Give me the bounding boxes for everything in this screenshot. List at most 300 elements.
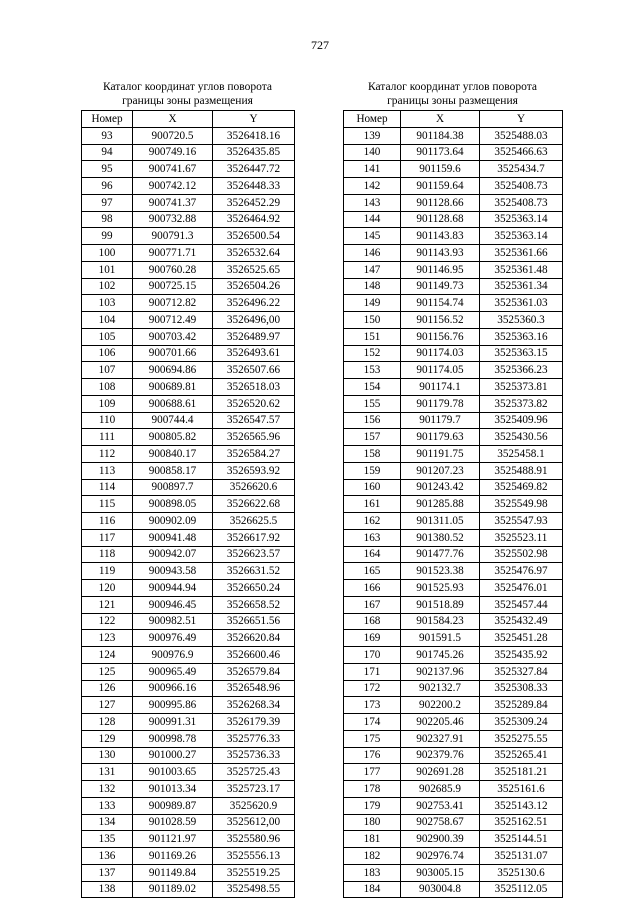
cell-x: 900944.94 — [133, 580, 213, 597]
cell-y: 3526532.64 — [213, 245, 295, 262]
cell-y: 3525289.84 — [480, 697, 563, 714]
table-row — [82, 479, 295, 496]
cell-number: 102 — [82, 278, 133, 295]
cell-x: 902379.76 — [401, 747, 480, 764]
cell-number: 134 — [82, 814, 133, 831]
table-row — [344, 278, 563, 295]
cell-y: 3525549.98 — [480, 496, 563, 513]
cell-x: 901149.73 — [401, 278, 480, 295]
cell-x: 901179.63 — [401, 429, 480, 446]
cell-x: 901000.27 — [133, 747, 213, 764]
cell-y: 3525327.84 — [480, 663, 563, 680]
cell-number: 178 — [344, 781, 401, 798]
coordinates-table — [343, 110, 563, 898]
cell-number: 180 — [344, 814, 401, 831]
table-row — [344, 194, 563, 211]
cell-number: 165 — [344, 563, 401, 580]
cell-x: 900946.45 — [133, 596, 213, 613]
table-row — [82, 161, 295, 178]
cell-x: 901028.59 — [133, 814, 213, 831]
cell-y: 3526452.29 — [213, 194, 295, 211]
cell-x: 900791.3 — [133, 228, 213, 245]
cell-y: 3525361.66 — [480, 245, 563, 262]
cell-y: 3525363.16 — [480, 328, 563, 345]
cell-y: 3525162.51 — [480, 814, 563, 831]
cell-number: 171 — [344, 663, 401, 680]
table-row — [344, 647, 563, 664]
cell-y: 3526448.33 — [213, 178, 295, 195]
cell-number: 182 — [344, 848, 401, 865]
table-row — [82, 446, 295, 463]
cell-number: 99 — [82, 228, 133, 245]
table-row — [344, 261, 563, 278]
cell-number: 155 — [344, 395, 401, 412]
cell-number: 123 — [82, 630, 133, 647]
cell-x: 900840.17 — [133, 446, 213, 463]
table-row — [82, 647, 295, 664]
cell-x: 900741.37 — [133, 194, 213, 211]
cell-x: 900701.66 — [133, 345, 213, 362]
table-body — [344, 127, 563, 898]
cell-number: 127 — [82, 697, 133, 714]
cell-number: 97 — [82, 194, 133, 211]
table-row — [82, 513, 295, 530]
table-row — [82, 127, 295, 144]
cell-number: 126 — [82, 680, 133, 697]
table-row — [344, 295, 563, 312]
cell-x: 900703.42 — [133, 328, 213, 345]
catalog-caption — [343, 80, 562, 110]
cell-y: 3525275.55 — [480, 730, 563, 747]
cell-y: 3525409.96 — [480, 412, 563, 429]
coordinates-table — [81, 110, 295, 898]
cell-y: 3525457.44 — [480, 596, 563, 613]
caption-line-2: границы зоны размещения — [387, 95, 518, 107]
cell-x: 900989.87 — [133, 797, 213, 814]
table-row — [82, 211, 295, 228]
cell-number: 170 — [344, 647, 401, 664]
cell-y: 3525725.43 — [213, 764, 295, 781]
cell-y: 3525498.55 — [213, 881, 295, 898]
cell-x: 901156.76 — [401, 328, 480, 345]
table-row — [344, 446, 563, 463]
cell-number: 152 — [344, 345, 401, 362]
header-y: Y — [480, 111, 563, 128]
caption-line-1: Каталог координат углов поворота — [102, 81, 273, 93]
table-row — [344, 362, 563, 379]
cell-y: 3526548.96 — [213, 680, 295, 697]
cell-number: 147 — [344, 261, 401, 278]
cell-x: 903005.15 — [401, 864, 480, 881]
cell-number: 93 — [82, 127, 133, 144]
table-row — [344, 328, 563, 345]
cell-x: 900942.07 — [133, 546, 213, 563]
table-row — [344, 144, 563, 161]
table-row — [344, 479, 563, 496]
cell-y: 3525112.05 — [480, 881, 563, 898]
cell-x: 900741.67 — [133, 161, 213, 178]
cell-y: 3525361.34 — [480, 278, 563, 295]
cell-x: 901169.26 — [133, 848, 213, 865]
cell-number: 160 — [344, 479, 401, 496]
cell-y: 3526489.97 — [213, 328, 295, 345]
table-row — [344, 848, 563, 865]
cell-number: 106 — [82, 345, 133, 362]
cell-number: 122 — [82, 613, 133, 630]
cell-x: 900805.82 — [133, 429, 213, 446]
cell-y: 3526631.52 — [213, 563, 295, 580]
cell-x: 902137.96 — [401, 663, 480, 680]
cell-number: 161 — [344, 496, 401, 513]
table-row — [344, 764, 563, 781]
cell-y: 3525620.9 — [213, 797, 295, 814]
cell-y: 3525130.6 — [480, 864, 563, 881]
cell-x: 901207.23 — [401, 462, 480, 479]
cell-x: 902691.28 — [401, 764, 480, 781]
cell-y: 3526525.65 — [213, 261, 295, 278]
cell-number: 164 — [344, 546, 401, 563]
table-row — [344, 747, 563, 764]
table-row — [82, 228, 295, 245]
cell-number: 111 — [82, 429, 133, 446]
catalog-caption — [81, 80, 294, 110]
cell-y: 3526620.84 — [213, 630, 295, 647]
cell-x: 900725.15 — [133, 278, 213, 295]
cell-x: 901184.38 — [401, 127, 480, 144]
cell-number: 172 — [344, 680, 401, 697]
table-row — [82, 412, 295, 429]
cell-number: 119 — [82, 563, 133, 580]
cell-y: 3526179.39 — [213, 714, 295, 731]
table-row — [344, 379, 563, 396]
cell-x: 900998.78 — [133, 730, 213, 747]
cell-number: 142 — [344, 178, 401, 195]
cell-y: 3525360.3 — [480, 312, 563, 329]
cell-x: 901243.42 — [401, 479, 480, 496]
cell-y: 3526496,00 — [213, 312, 295, 329]
cell-x: 900995.86 — [133, 697, 213, 714]
cell-x: 900732.88 — [133, 211, 213, 228]
cell-x: 901189.02 — [133, 881, 213, 898]
cell-y: 3525451.28 — [480, 630, 563, 647]
table-row — [344, 831, 563, 848]
header-number: Номер — [344, 111, 401, 128]
cell-y: 3525547.93 — [480, 513, 563, 530]
cell-x: 902132.7 — [401, 680, 480, 697]
table-row — [344, 211, 563, 228]
table-row — [82, 546, 295, 563]
cell-y: 3525408.73 — [480, 178, 563, 195]
cell-number: 137 — [82, 864, 133, 881]
table-row — [344, 580, 563, 597]
cell-y: 3525131.07 — [480, 848, 563, 865]
cell-number: 146 — [344, 245, 401, 262]
cell-y: 3526579.84 — [213, 663, 295, 680]
table-header-row — [344, 111, 563, 128]
cell-number: 115 — [82, 496, 133, 513]
cell-number: 113 — [82, 462, 133, 479]
cell-x: 901156.52 — [401, 312, 480, 329]
cell-x: 900966.16 — [133, 680, 213, 697]
cell-x: 900898.05 — [133, 496, 213, 513]
cell-y: 3526658.52 — [213, 596, 295, 613]
cell-x: 901523.38 — [401, 563, 480, 580]
table-row — [82, 429, 295, 446]
cell-y: 3526504.26 — [213, 278, 295, 295]
table-row — [82, 613, 295, 630]
table-row — [82, 848, 295, 865]
table-row — [344, 881, 563, 898]
cell-y: 3525723.17 — [213, 781, 295, 798]
cell-x: 901518.89 — [401, 596, 480, 613]
page-number: 727 — [311, 38, 329, 52]
cell-x: 900749.16 — [133, 144, 213, 161]
cell-x: 900744.4 — [133, 412, 213, 429]
cell-number: 168 — [344, 613, 401, 630]
cell-x: 900976.49 — [133, 630, 213, 647]
cell-x: 901013.34 — [133, 781, 213, 798]
table-row — [82, 529, 295, 546]
cell-x: 900720.5 — [133, 127, 213, 144]
cell-number: 103 — [82, 295, 133, 312]
cell-y: 3525434.7 — [480, 161, 563, 178]
cell-number: 150 — [344, 312, 401, 329]
cell-x: 900689.81 — [133, 379, 213, 396]
cell-y: 3525309.24 — [480, 714, 563, 731]
cell-y: 3525469.82 — [480, 479, 563, 496]
table-row — [344, 563, 563, 580]
coordinate-catalog-left — [81, 80, 294, 898]
cell-y: 3526268.34 — [213, 697, 295, 714]
cell-x: 901149.84 — [133, 864, 213, 881]
table-row — [344, 529, 563, 546]
table-row — [82, 245, 295, 262]
cell-number: 138 — [82, 881, 133, 898]
table-row — [344, 513, 563, 530]
table-row — [82, 747, 295, 764]
table-row — [82, 395, 295, 412]
table-row — [82, 194, 295, 211]
cell-x: 900991.31 — [133, 714, 213, 731]
table-row — [82, 680, 295, 697]
cell-x: 900943.58 — [133, 563, 213, 580]
cell-x: 902753.41 — [401, 797, 480, 814]
table-row — [82, 663, 295, 680]
cell-number: 101 — [82, 261, 133, 278]
table-row — [344, 663, 563, 680]
cell-number: 117 — [82, 529, 133, 546]
cell-y: 3526464.92 — [213, 211, 295, 228]
cell-x: 900771.71 — [133, 245, 213, 262]
cell-x: 900941.48 — [133, 529, 213, 546]
table-row — [82, 144, 295, 161]
cell-y: 3525161.6 — [480, 781, 563, 798]
cell-y: 3525488.91 — [480, 462, 563, 479]
cell-x: 901143.83 — [401, 228, 480, 245]
cell-number: 100 — [82, 245, 133, 262]
table-row — [82, 814, 295, 831]
cell-x: 903004.8 — [401, 881, 480, 898]
cell-y: 3525363.15 — [480, 345, 563, 362]
cell-number: 110 — [82, 412, 133, 429]
cell-x: 901179.78 — [401, 395, 480, 412]
table-row — [344, 496, 563, 513]
cell-x: 900902.09 — [133, 513, 213, 530]
cell-number: 116 — [82, 513, 133, 530]
cell-x: 901477.76 — [401, 546, 480, 563]
cell-x: 900976.9 — [133, 647, 213, 664]
cell-x: 900965.49 — [133, 663, 213, 680]
table-row — [82, 362, 295, 379]
cell-number: 133 — [82, 797, 133, 814]
cell-x: 901154.74 — [401, 295, 480, 312]
cell-y: 3526593.92 — [213, 462, 295, 479]
cell-y: 3526520.62 — [213, 395, 295, 412]
cell-number: 118 — [82, 546, 133, 563]
table-row — [82, 881, 295, 898]
table-row — [344, 412, 563, 429]
table-row — [82, 496, 295, 513]
cell-x: 902976.74 — [401, 848, 480, 865]
cell-y: 3525519.25 — [213, 864, 295, 881]
table-row — [344, 697, 563, 714]
coordinate-catalog-right — [343, 80, 562, 898]
table-row — [344, 613, 563, 630]
table-row — [82, 345, 295, 362]
cell-y: 3525776.33 — [213, 730, 295, 747]
cell-number: 184 — [344, 881, 401, 898]
table-row — [344, 630, 563, 647]
cell-x: 900742.12 — [133, 178, 213, 195]
cell-x: 901285.88 — [401, 496, 480, 513]
cell-y: 3525466.63 — [480, 144, 563, 161]
cell-x: 901143.93 — [401, 245, 480, 262]
cell-number: 159 — [344, 462, 401, 479]
header-x: X — [401, 111, 480, 128]
cell-y: 3525366.23 — [480, 362, 563, 379]
table-row — [82, 596, 295, 613]
cell-x: 901174.05 — [401, 362, 480, 379]
cell-y: 3526651.56 — [213, 613, 295, 630]
cell-number: 167 — [344, 596, 401, 613]
cell-number: 108 — [82, 379, 133, 396]
cell-number: 94 — [82, 144, 133, 161]
cell-y: 3526435.85 — [213, 144, 295, 161]
caption-line-1: Каталог координат углов поворота — [367, 81, 538, 93]
table-row — [344, 546, 563, 563]
table-row — [344, 345, 563, 362]
cell-number: 169 — [344, 630, 401, 647]
cell-number: 105 — [82, 328, 133, 345]
cell-y: 3525736.33 — [213, 747, 295, 764]
cell-y: 3526620.6 — [213, 479, 295, 496]
cell-x: 900694.86 — [133, 362, 213, 379]
cell-number: 98 — [82, 211, 133, 228]
table-row — [344, 781, 563, 798]
cell-number: 124 — [82, 647, 133, 664]
cell-x: 900982.51 — [133, 613, 213, 630]
cell-y: 3526496.22 — [213, 295, 295, 312]
cell-x: 901159.6 — [401, 161, 480, 178]
cell-y: 3525523.11 — [480, 529, 563, 546]
cell-number: 183 — [344, 864, 401, 881]
cell-number: 136 — [82, 848, 133, 865]
table-row — [344, 312, 563, 329]
cell-y: 3525408.73 — [480, 194, 563, 211]
cell-x: 902327.91 — [401, 730, 480, 747]
cell-y: 3525373.81 — [480, 379, 563, 396]
cell-y: 3526625.5 — [213, 513, 295, 530]
cell-number: 179 — [344, 797, 401, 814]
cell-x: 902758.67 — [401, 814, 480, 831]
table-row — [82, 730, 295, 747]
table-row — [82, 831, 295, 848]
cell-number: 149 — [344, 295, 401, 312]
cell-number: 181 — [344, 831, 401, 848]
cell-number: 157 — [344, 429, 401, 446]
table-row — [82, 278, 295, 295]
cell-y: 3525476.01 — [480, 580, 563, 597]
cell-number: 151 — [344, 328, 401, 345]
table-row — [82, 630, 295, 647]
cell-number: 132 — [82, 781, 133, 798]
cell-number: 140 — [344, 144, 401, 161]
cell-x: 901173.64 — [401, 144, 480, 161]
table-row — [82, 764, 295, 781]
cell-number: 156 — [344, 412, 401, 429]
table-row — [344, 178, 563, 195]
table-row — [344, 797, 563, 814]
cell-x: 900712.49 — [133, 312, 213, 329]
cell-x: 900897.7 — [133, 479, 213, 496]
cell-x: 901003.65 — [133, 764, 213, 781]
table-row — [344, 245, 563, 262]
cell-x: 900688.61 — [133, 395, 213, 412]
cell-y: 3525430.56 — [480, 429, 563, 446]
header-y: Y — [213, 111, 295, 128]
cell-y: 3525308.33 — [480, 680, 563, 697]
table-row — [344, 864, 563, 881]
cell-y: 3526507.66 — [213, 362, 295, 379]
table-row — [344, 429, 563, 446]
cell-x: 901128.68 — [401, 211, 480, 228]
cell-number: 143 — [344, 194, 401, 211]
table-row — [344, 161, 563, 178]
table-row — [82, 312, 295, 329]
cell-number: 176 — [344, 747, 401, 764]
cell-y: 3526617.92 — [213, 529, 295, 546]
table-row — [344, 714, 563, 731]
cell-number: 121 — [82, 596, 133, 613]
table-row — [344, 462, 563, 479]
caption-line-2: границы зоны размещения — [122, 95, 253, 107]
cell-number: 125 — [82, 663, 133, 680]
table-row — [344, 680, 563, 697]
cell-x: 900712.82 — [133, 295, 213, 312]
cell-y: 3525488.03 — [480, 127, 563, 144]
cell-number: 107 — [82, 362, 133, 379]
cell-x: 901591.5 — [401, 630, 480, 647]
cell-number: 148 — [344, 278, 401, 295]
cell-x: 901179.7 — [401, 412, 480, 429]
cell-y: 3525361.03 — [480, 295, 563, 312]
cell-number: 175 — [344, 730, 401, 747]
table-row — [344, 395, 563, 412]
cell-x: 901191.75 — [401, 446, 480, 463]
cell-y: 3525502.98 — [480, 546, 563, 563]
cell-number: 154 — [344, 379, 401, 396]
table-row — [82, 295, 295, 312]
